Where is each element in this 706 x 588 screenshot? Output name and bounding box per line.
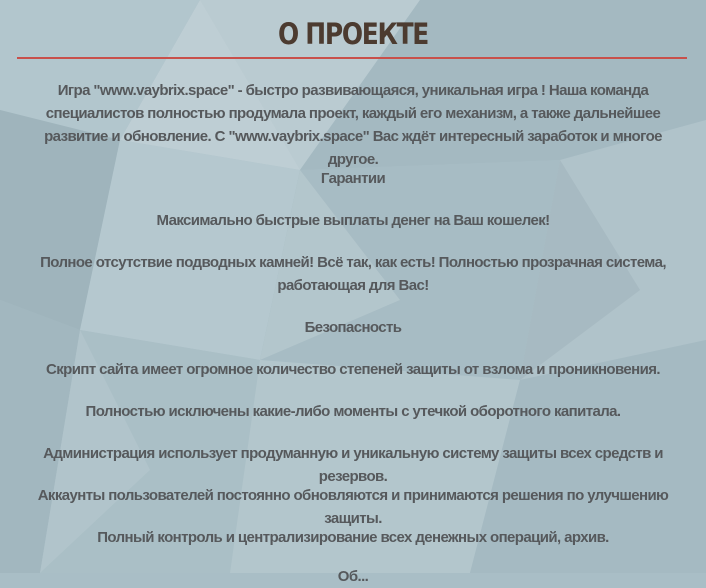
security-heading: Безопасность [304,319,402,336]
security-item: Полный контроль и централизирование всех денежных операций, архив. [97,529,609,546]
title-divider [17,57,687,59]
cut-off-paragraph: Об... [337,568,369,585]
security-item: Скрипт сайта имеет огромное количество степеней защиты от взлома и проникновения. [46,361,660,378]
guarantees-heading: Гарантии [320,170,386,187]
security-item: Аккаунты пользователей постоянно обновляются и принимаются решения по улучшению защиты. [37,487,669,527]
guarantee-item: Максимально быстрые выплаты денег на Ваш кошелек! [156,212,550,229]
security-item: Администрация использует продуманную и уникальную систему защиты всех средств и резервов. [43,445,663,485]
intro-paragraph: Игра "www.vaybrix.space" - быстро развивающаяся, уникальная игра ! Наша команда специалистов полностью продумала проект, каждый его механизм, а также дальнейшее развитие и обновление. С "www.vaybrix.space" Вас ждёт интересный заработок и многое другое. [44,82,662,168]
guarantee-item: Полное отсутствие подводных камней! Всё так, как есть! Полностью прозрачная система, работающая для Вас! [40,254,666,294]
security-item: Полностью исключены какие-либо моменты с утечкой оборотного капитала. [85,403,621,420]
page-title: О ПРОЕКТЕ [277,17,429,51]
